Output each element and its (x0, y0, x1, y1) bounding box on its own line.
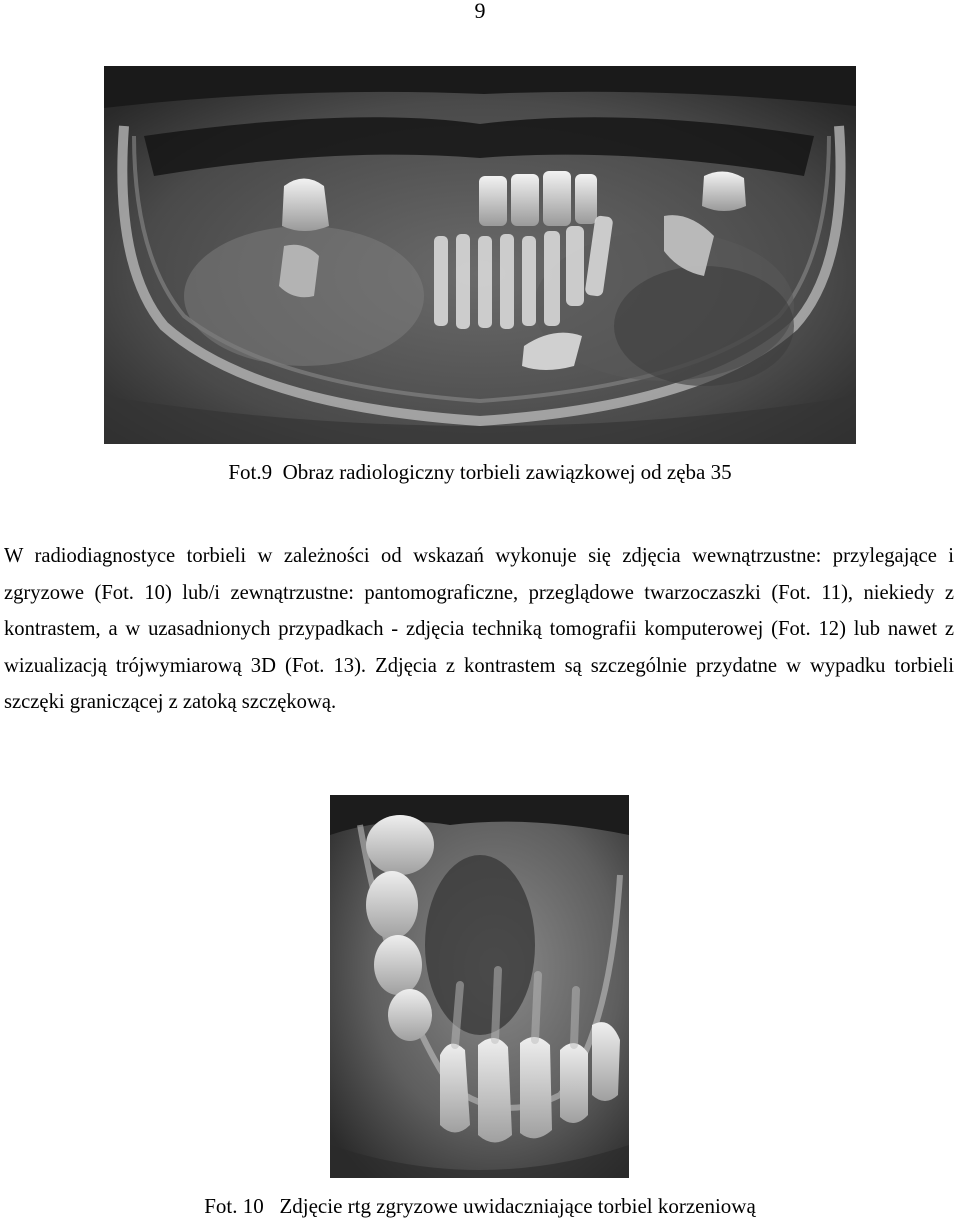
figure-caption-2 (0, 1194, 960, 1218)
panoramic-xray-image (104, 66, 856, 444)
figure-caption-text: Zdjęcie rtg zgryzowe uwidaczniające torbiel korzeniową (279, 1194, 756, 1218)
figure-caption-text: Obraz radiologiczny torbieli zawiązkowej od zęba 35 (282, 460, 732, 484)
page-number: 9 (474, 0, 486, 23)
figure-label: Fot.9 (228, 460, 273, 484)
figure-label: Fot. 10 (204, 1194, 264, 1218)
occlusal-xray-image (330, 795, 629, 1178)
body-paragraph: W radiodiagnostyce torbieli w zależności od wskazań wykonuje się zdjęcia wewnątrzustne: przylegające i zgryzowe (Fot. 10) lub/i zewnątrzustne: pantomograficzne, przeglądowe twarzoczaszki (Fot. 11), niekiedy z kontrastem, a w uzasadnionych przypadkach - zdjęcia techniką tomografii komputerowej (Fot. 12) lub nawet z wizualizacją trójwymiarową 3D (Fot. 13). Zdjęcia z kontrastem są szczególnie przydatne w wypadku torbieli szczęki graniczącej z zatoką szczękową. (4, 545, 954, 714)
figure-caption-1 (0, 460, 960, 484)
